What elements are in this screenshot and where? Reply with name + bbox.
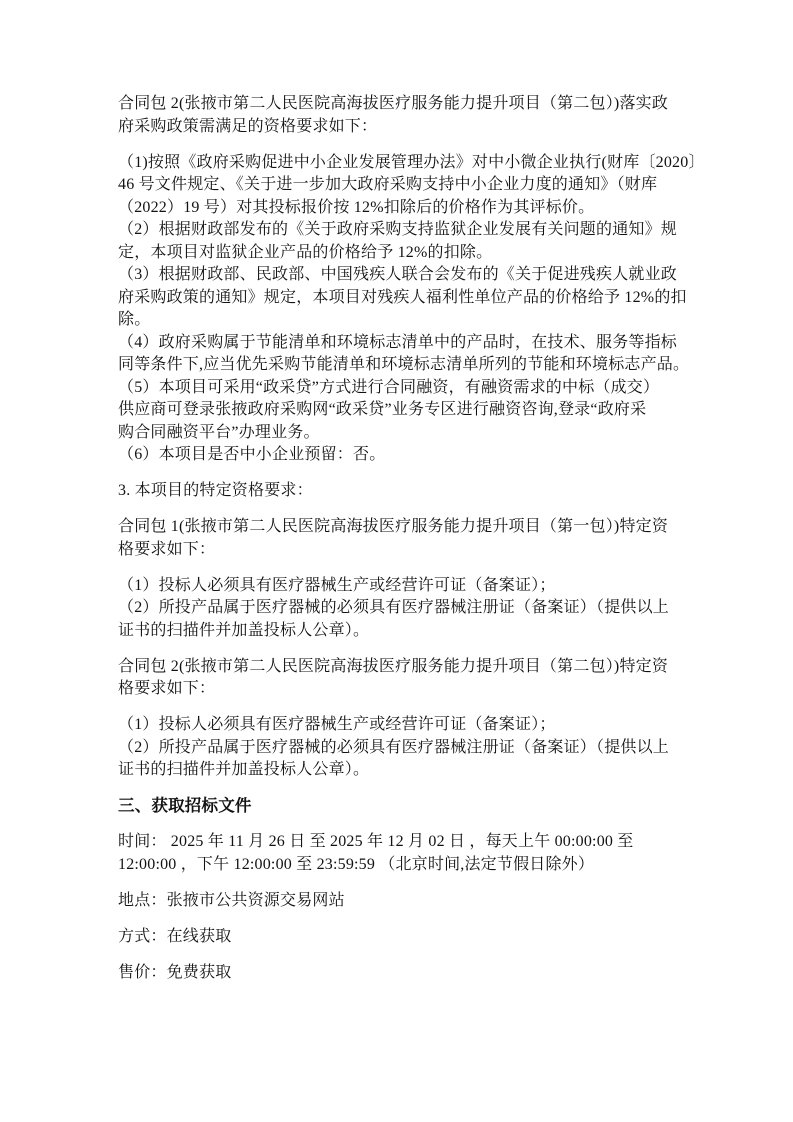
text-line: （2）根据财政部发布的《关于政府采购支持监狱企业发展有关问题的通知》规 (118, 221, 678, 238)
text-line: 府采购政策的通知》规定，本项目对残疾人福利性单位产品的价格给予 12%的扣 (118, 288, 687, 306)
text-line: 供应商可登录张掖政府采购网“政采贷”业务专区进行融资咨询,登录“政府采 (118, 401, 647, 418)
text-line: （1)按照《政府采购促进中小企业发展管理办法》对中小微企业执行(财库〔2020〕 (118, 153, 705, 171)
text-line: 46 号文件规定、《关于进一步加大政府采购支持中小企业力度的通知》（财库 (118, 176, 658, 193)
text-line: 购合同融资平台”办理业务。 (118, 423, 320, 441)
text-line: 方式：在线获取 (118, 927, 232, 945)
text-line: 合同包 2(张掖市第二人民医院高海拔医疗服务能力提升项目（第二包）)特定资 (118, 657, 669, 675)
text-line: （4）政府采购属于节能清单和环境标志清单中的产品时，在技术、服务等指标 (118, 333, 678, 351)
policy-requirement-items (118, 152, 705, 467)
text-line: （2）所投产品属于医疗器械的必须具有医疗器械注册证（备案证）（提供以上 (118, 599, 670, 616)
obtain-price (118, 962, 693, 985)
pkg2-policy-intro (118, 93, 693, 138)
text-line: 12:00:00 ，下午 12:00:00 至 23:59:59 （北京时间,法定节假日除外） (118, 855, 595, 873)
text-line: 合同包 2(张掖市第二人民医院高海拔医疗服务能力提升项目（第二包）)落实政 (118, 95, 669, 112)
obtain-place (118, 890, 693, 913)
text-line: 格要求如下： (118, 680, 216, 697)
text-line: （2）所投产品属于医疗器械的必须具有医疗器械注册证（备案证）（提供以上 (118, 738, 670, 756)
section-heading-text: 三、获取招标文件 (118, 797, 252, 815)
text-line: 除。 (118, 311, 151, 328)
text-line: （6）本项目是否中小企业预留：否。 (118, 446, 386, 463)
text-line: 地点：张掖市公共资源交易网站 (118, 891, 345, 909)
text-line: 格要求如下： (118, 540, 216, 558)
text-line: 府采购政策需满足的资格要求如下： (118, 117, 378, 135)
pkg1-specific-items (118, 575, 693, 643)
text-line: （1）投标人必须具有医疗器械生产或经营许可证（备案证）； (118, 576, 556, 594)
text-line: 合同包 1(张掖市第二人民医院高海拔医疗服务能力提升项目（第一包）)特定资 (118, 518, 669, 535)
text-line: （5）本项目可采用“政采贷”方式进行合同融资，有融资需求的中标（成交） (118, 378, 660, 396)
text-line: 同等条件下,应当优先采购节能清单和环境标志清单所列的节能和环境标志产品。 (118, 356, 690, 373)
text-line: （2022）19 号）对其投标报价按 12%扣除后的价格作为其评标价。 (118, 198, 595, 216)
text-line: 定，本项目对监狱企业产品的价格给予 12%的扣除。 (118, 243, 493, 261)
specific-qualification-intro (118, 480, 693, 503)
text-line: 证书的扫描件并加盖投标人公章）。 (118, 621, 370, 639)
text-line: 3. 本项目的特定资格要求： (118, 482, 313, 499)
pkg2-specific-items (118, 714, 693, 782)
text-line: （1）投标人必须具有医疗器械生产或经营许可证（备案证）； (118, 716, 556, 733)
obtain-method (118, 926, 693, 949)
text-line: 售价：免费获取 (118, 963, 232, 981)
text-line: （3）根据财政部、民政部、中国残疾人联合会发布的《关于促进残疾人就业政 (118, 266, 678, 283)
text-line: 时间： 2025 年 11 月 26 日 至 2025 年 12 月 02 日 ，每天上午 00:00:00 至 (118, 833, 634, 850)
obtain-time (118, 831, 693, 876)
text-line: 证书的扫描件并加盖投标人公章）。 (118, 761, 370, 778)
pkg2-specific-intro (118, 656, 693, 701)
section-3-heading (118, 795, 693, 818)
pkg1-specific-intro (118, 516, 693, 561)
